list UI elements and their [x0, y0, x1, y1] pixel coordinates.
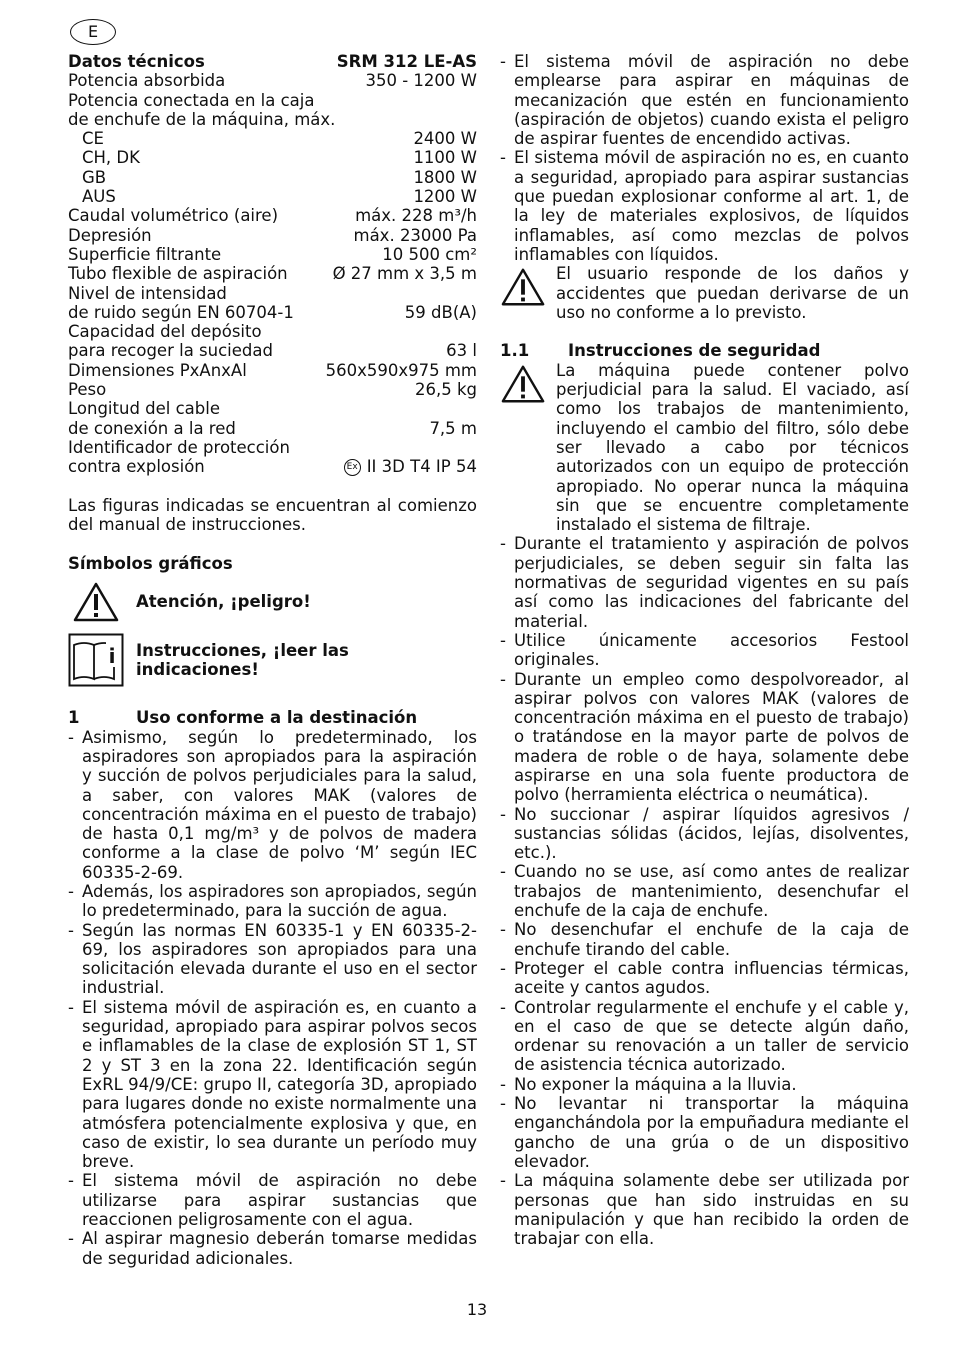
list-item [500, 920, 909, 959]
tech-row [68, 322, 477, 341]
warning-triangle-icon [500, 361, 556, 535]
bullet-dash: - [500, 669, 506, 689]
bullet-dash: - [500, 804, 506, 824]
list-item [500, 631, 909, 670]
tech-label: Peso [68, 380, 107, 400]
tech-label: Potencia conectada en la caja [68, 90, 315, 110]
tech-value: 26,5 kg [414, 380, 477, 400]
bullet-dash: - [68, 920, 74, 940]
list-item-text: Controlar regularmente el enchufe y el cable y, en el caso de que se detecte algún daño, ordenar su renovación a un taller de servicio de asistencia técnica autorizado. [514, 997, 909, 1075]
tech-label: GB [82, 167, 107, 187]
tech-row [68, 206, 477, 225]
list-item-text: No desenchufar el enchufe de la caja de enchufe tirando del cable. [514, 920, 909, 959]
list-item-text: Cuando no se use, así como antes de realizar trabajos de mantenimiento, desenchufar el enchufe de la caja de enchufe. [514, 862, 909, 921]
tech-value: 2400 W [413, 129, 477, 149]
tech-data-table [68, 71, 477, 457]
section-1-heading [68, 708, 477, 727]
model-name: SRM 312 LE-AS [336, 52, 477, 71]
section-number: 1 [68, 708, 80, 728]
tech-data-heading: Datos técnicos [68, 52, 205, 71]
liability-text: El usuario responde de los daños y accidentes que puedan derivarse de un uso no conforme a lo previsto. [556, 264, 909, 322]
tech-label: Depresión [68, 225, 152, 245]
page-number: 13 [466, 1300, 488, 1319]
tech-label: para recoger la suciedad [68, 341, 273, 361]
tech-label: de enchufe de la máquina, máx. [68, 109, 336, 129]
tech-value: 10 500 cm² [382, 244, 477, 264]
tech-label: Tubo flexible de aspiración [68, 264, 288, 284]
tech-value: 7,5 m [429, 418, 477, 438]
tech-label: Capacidad del depósito [68, 322, 262, 342]
bullet-dash: - [500, 997, 506, 1017]
tech-label: AUS [82, 187, 116, 207]
list-item-text: No exponer la máquina a la lluvia. [514, 1074, 797, 1094]
list-item-text: El sistema móvil de aspiración no debe emplearse para aspirar en máquinas de mecanización que estén en funcionamiento (aspiración de objetos) cuando exista el peligro de aspirar fuentes de encendido activas. [514, 52, 909, 149]
tech-value: máx. 23000 Pa [353, 225, 477, 245]
ex-protection-icon: Ex [344, 459, 361, 476]
list-item [500, 534, 909, 630]
liability-note [500, 264, 909, 322]
list-item [500, 862, 909, 920]
list-item [68, 1229, 477, 1268]
warning-triangle-icon [500, 264, 556, 322]
list-item [68, 1171, 477, 1229]
tech-row [68, 129, 477, 148]
list-item-text: El sistema móvil de aspiración es, en cuanto a seguridad, apropiado para aspirar polvos secos e inflamables de la clase de explosión ST 1, ST 2 y ST 3 en la zona 22. Identificación según ExRL 94/9/CE: grupo II, categoría 3D, apropiado para lugares donde no existe normalmente una atmósfera potencialmente explosiva y que, en caso de existir, lo sea durante un período muy breve. [82, 997, 477, 1172]
tech-value: 560x590x975 mm [325, 360, 477, 380]
tech-row [68, 341, 477, 360]
section-1-list-continued [500, 52, 909, 264]
ex-value: II 3D T4 IP 54 [366, 457, 477, 477]
list-item [500, 805, 909, 863]
list-item [500, 959, 909, 998]
tech-value: 1800 W [413, 167, 477, 187]
tech-row [68, 187, 477, 206]
tech-row [68, 284, 477, 303]
list-item [68, 882, 477, 921]
tech-row [68, 264, 477, 283]
tech-row [68, 245, 477, 264]
tech-value: máx. 228 m³/h [355, 206, 477, 226]
bullet-dash: - [500, 862, 506, 882]
tech-value: 63 l [446, 341, 477, 361]
section-title: Uso conforme a la destinación [136, 708, 418, 728]
tech-row [68, 419, 477, 438]
tech-row [68, 361, 477, 380]
list-item-text: El sistema móvil de aspiración no debe utilizarse para aspirar sustancias que reaccionen peligrosamente con el agua. [82, 1171, 477, 1230]
tech-label: Dimensiones PxAnxAl [68, 360, 247, 380]
dust-warning-text: La máquina puede contener polvo perjudicial para la salud. El vaciado, así como los trabajos de mantenimiento, incluyendo el cambio del filtro, sólo debe ser llevado a cabo por técnicos autorizados con un equipo de protección apropiado. No operar nunca la máquina sin que se encuentre completamente instalado el sistema de filtraje. [556, 360, 909, 535]
tech-row [68, 148, 477, 167]
section-1-1-heading [500, 341, 909, 360]
tech-label: de conexión a la red [68, 418, 236, 438]
tech-value: Ø 27 mm x 3,5 m [332, 264, 477, 284]
bullet-dash: - [68, 881, 74, 901]
section-1-1-list [500, 534, 909, 1248]
tech-label: Longitud del cable [68, 399, 221, 419]
bullet-dash: - [68, 997, 74, 1017]
list-item-text: Según las normas EN 60335-1 y EN 60335-2-69, los aspiradores son apropiados para una solicitación elevada durante el uso en el sector industrial. [82, 920, 477, 998]
tech-label: CE [82, 129, 104, 149]
tech-row [68, 168, 477, 187]
list-item [500, 1094, 909, 1171]
symbol-warning [68, 573, 477, 631]
tech-label: CH, DK [82, 148, 140, 168]
tech-label: de ruido según EN 60704-1 [68, 302, 294, 322]
tech-value: 350 - 1200 W [365, 71, 477, 91]
bullet-dash: - [500, 1074, 506, 1094]
list-item-text: Utilice únicamente accesorios Festool originales. [514, 630, 909, 670]
tech-label: contra explosión [68, 457, 205, 477]
tech-value: 1200 W [413, 187, 477, 207]
tech-row [68, 71, 477, 90]
bullet-dash: - [500, 920, 506, 940]
symbols-heading: Símbolos gráficos [68, 553, 233, 573]
bullet-dash: - [500, 1094, 506, 1114]
dust-warning [500, 361, 909, 535]
list-item-text: No succionar / aspirar líquidos agresivos / sustancias sólidas (ácidos, lejías, disolventes, etc.). [514, 804, 909, 863]
list-item [500, 1075, 909, 1094]
list-item [500, 1171, 909, 1248]
bullet-dash: - [68, 1229, 74, 1249]
list-item-text: La máquina solamente debe ser utilizada por personas que han sido instruidas en su manipulación y que han recibido la orden de trabajar con ella. [514, 1171, 909, 1249]
tech-row [68, 226, 477, 245]
tech-label: Identificador de protección [68, 437, 290, 457]
tech-label: Nivel de intensidad [68, 283, 227, 303]
list-item [68, 921, 477, 998]
tech-row [68, 110, 477, 129]
bullet-dash: - [500, 52, 506, 71]
list-item-text: Durante un empleo como despolvoreador, al aspirar polvos con valores MAK (valores de concentración máxima en el puesto de trabajo) o tratándose en la mayor parte de polvos de madera de roble o de haya, solamente debe aspirarse en una sola fuente productora de polvo (herramienta eléctrica o neumática). [514, 669, 909, 805]
warning-triangle-icon [68, 576, 124, 628]
tech-row [68, 91, 477, 110]
language-badge: E [70, 19, 116, 45]
bullet-dash: - [68, 727, 74, 747]
tech-value: 1100 W [413, 148, 477, 168]
tech-data-header [68, 52, 477, 71]
list-item [500, 998, 909, 1075]
bullet-dash: - [500, 148, 506, 168]
list-item-text: El sistema móvil de aspiración no es, en cuanto a seguridad, apropiado para aspirar sustancias que puedan explosionar conforme al art. 1, de la ley de materiales explosivos, de líquidos inflamables, así como mezclas de polvos inflamables con líquidos. [514, 148, 909, 264]
bullet-dash: - [500, 958, 506, 978]
tech-label: Superficie filtrante [68, 244, 222, 264]
list-item-text: Durante el tratamiento y aspiración de polvos perjudiciales, se deben seguir sin falta las normativas de seguridad vigentes en su país así como las indicaciones del fabricante del material. [514, 534, 909, 631]
tech-row-ex [68, 457, 477, 476]
tech-row [68, 399, 477, 418]
bullet-dash: - [500, 1171, 506, 1191]
tech-label: Caudal volumétrico (aire) [68, 206, 279, 226]
list-item-text: Al aspirar magnesio deberán tomarse medidas de seguridad adicionales. [82, 1229, 477, 1268]
figures-note: Las figuras indicadas se encuentran al comienzo del manual de instrucciones. [68, 495, 477, 535]
symbol-instructions [68, 631, 477, 689]
tech-value: 59 dB(A) [404, 302, 477, 322]
list-item [500, 670, 909, 805]
tech-row [68, 303, 477, 322]
tech-row [68, 438, 477, 457]
list-item [500, 148, 909, 264]
tech-label: Potencia absorbida [68, 71, 226, 91]
list-item [68, 728, 477, 882]
section-number: 1.1 [500, 341, 530, 361]
right-column [500, 52, 909, 1248]
symbol-warning-label: Atención, ¡peligro! [136, 592, 311, 612]
section-1-list [68, 728, 477, 1268]
list-item-text: Además, los aspiradores son apropiados, según lo predeterminado, para la succión de agua. [82, 881, 477, 921]
bullet-dash: - [68, 1171, 74, 1191]
symbol-instructions-label: Instrucciones, ¡leer las indicaciones! [136, 640, 349, 680]
list-item-text: Asimismo, según lo predeterminado, los aspiradores son apropiados para la aspiración y succión de polvos perjudiciales para la salud, a saber, con valores MAK (valores de concentración máxima en el puesto de trabajo) de hasta 0,1 mg/m³ y de polvos de madera conforme a la clase de polvo ‘M’ según IEC 60335-2-69. [82, 727, 477, 882]
tech-row [68, 380, 477, 399]
manual-book-icon [68, 634, 124, 686]
section-title: Instrucciones de seguridad [568, 341, 821, 361]
tech-value [344, 457, 477, 476]
left-column [68, 52, 477, 1268]
bullet-dash: - [500, 534, 506, 554]
list-item-text: No levantar ni transportar la máquina enganchándola por la empuñadura mediante el gancho de una grúa o de un dispositivo elevador. [514, 1094, 909, 1171]
list-item [68, 998, 477, 1172]
bullet-dash: - [500, 630, 506, 650]
svg-text:i: i [108, 644, 116, 669]
list-item-text: Proteger el cable contra influencias térmicas, aceite y cantos agudos. [514, 958, 909, 998]
list-item [500, 52, 909, 148]
